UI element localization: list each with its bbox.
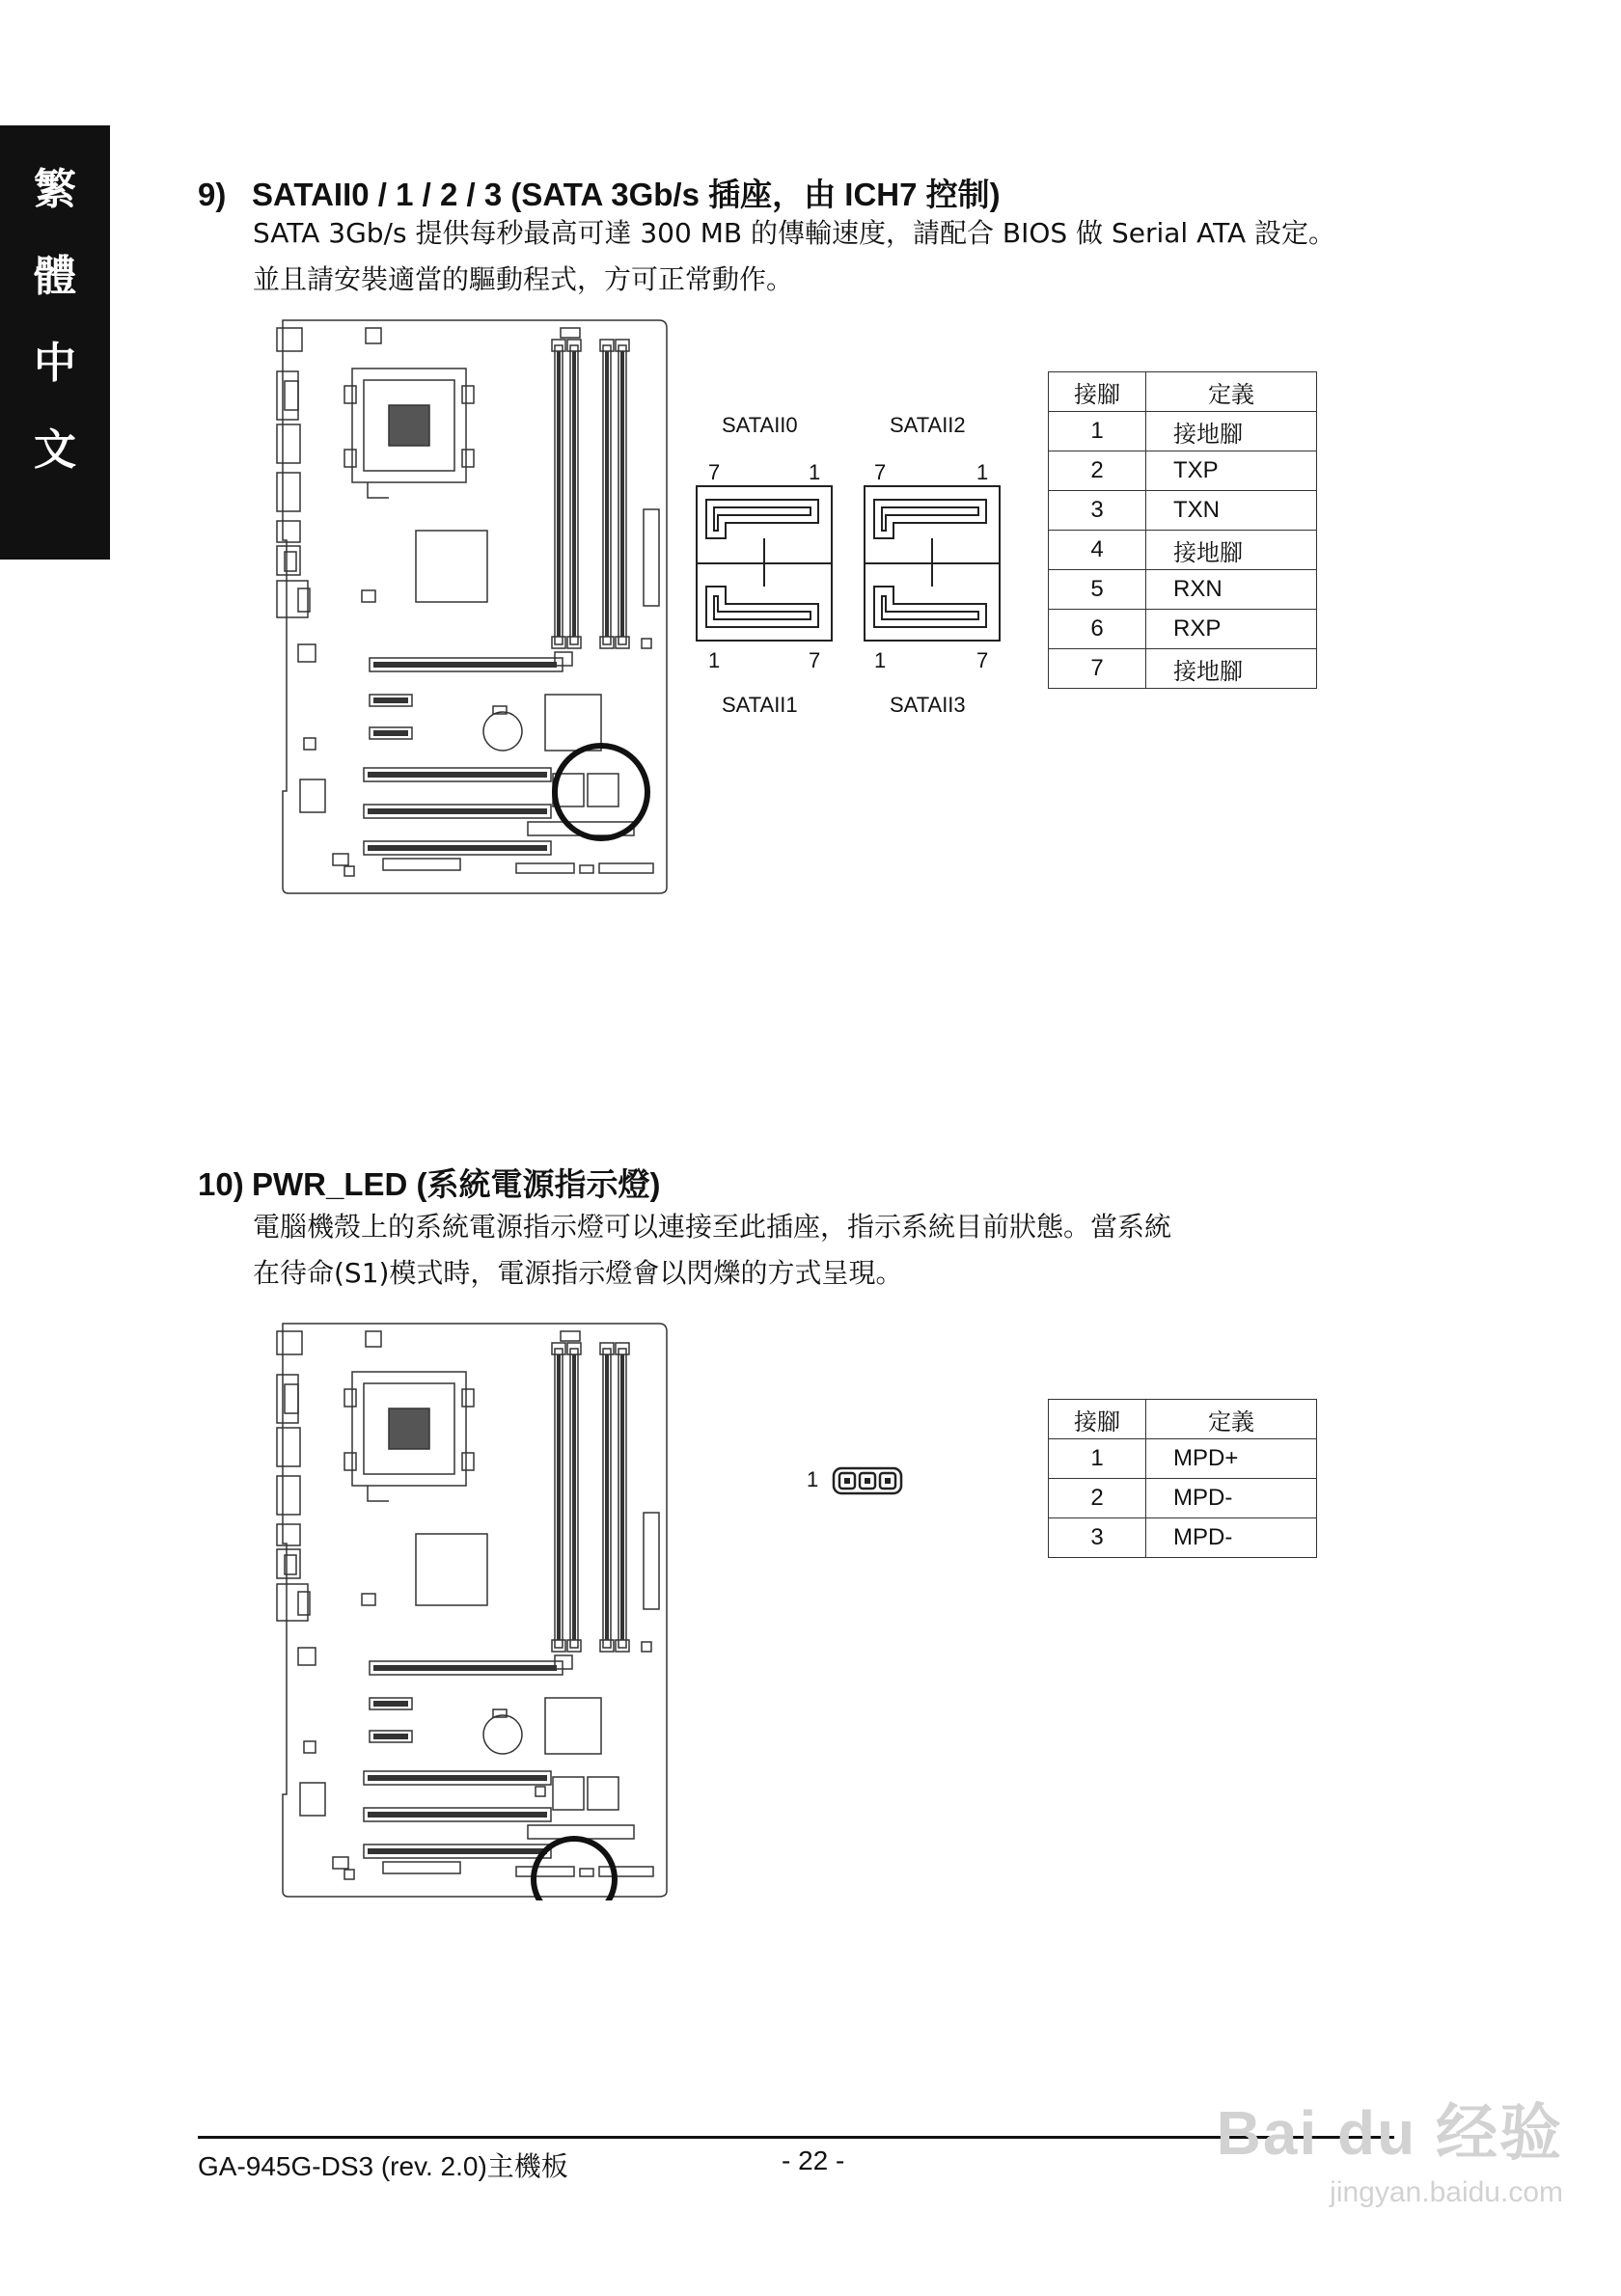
- definition-cell: MPD-: [1146, 1479, 1317, 1518]
- pin-cell: 4: [1049, 531, 1146, 570]
- pin-label: 7: [708, 460, 721, 484]
- definition-cell: 接地腳: [1146, 412, 1317, 451]
- pin-label: 1: [976, 460, 989, 484]
- pin-cell: 2: [1049, 451, 1146, 491]
- table-row: [1049, 570, 1317, 610]
- section10-line1: 電腦機殼上的系統電源指示燈可以連接至此插座，指示系統目前狀態。當系統: [253, 1211, 1172, 1243]
- column-header: 定義: [1146, 1400, 1317, 1439]
- definition-cell: RXN: [1146, 570, 1317, 610]
- table-row: [1049, 649, 1317, 689]
- side-tab-char: 體: [34, 252, 76, 301]
- table-row: [1049, 1479, 1317, 1518]
- pin-label: 7: [976, 648, 989, 672]
- footer-model: GA-945G-DS3 (rev. 2.0)主機板: [198, 2151, 568, 2181]
- pwr-led-pin-table: [1048, 1399, 1317, 1558]
- pin-label: 7: [809, 648, 821, 672]
- label-sataii2: SATAII2: [890, 413, 966, 437]
- definition-cell: TXP: [1146, 451, 1317, 491]
- highlight-circle-sata: [555, 746, 647, 838]
- section9-title: SATAII0 / 1 / 2 / 3 (SATA 3Gb/s 插座，由 ICH7 控制): [252, 177, 1001, 212]
- footer-rule: [198, 2136, 1394, 2139]
- table-row: [1049, 491, 1317, 531]
- section10-description: [253, 1204, 1171, 1297]
- table-row: [1049, 1439, 1317, 1479]
- side-tab-char: 中: [34, 339, 76, 388]
- side-tab-char: 繁: [34, 165, 76, 214]
- table-header-row: [1049, 372, 1317, 412]
- definition-cell: RXP: [1146, 610, 1317, 649]
- label-sataii1: SATAII1: [722, 693, 798, 717]
- table-row: [1049, 531, 1317, 570]
- section10-title: PWR_LED (系統電源指示燈): [252, 1166, 661, 1202]
- label-sataii0: SATAII0: [722, 413, 798, 437]
- pin-cell: 1: [1049, 412, 1146, 451]
- pin-cell: 3: [1049, 1518, 1146, 1558]
- pin-cell: 6: [1049, 610, 1146, 649]
- section9-number: 9): [198, 177, 227, 212]
- pin-label: 1: [708, 648, 721, 672]
- definition-cell: TXN: [1146, 491, 1317, 531]
- language-side-tab: [0, 125, 110, 560]
- sata-connector-diagram: [693, 482, 1021, 646]
- section10-line2: 在待命(S1)模式時，電源指示燈會以閃爍的方式呈現。: [253, 1257, 903, 1289]
- watermark-brand: Bai du 经验: [1216, 2098, 1563, 2168]
- section9-line1: SATA 3Gb/s 提供每秒最高可達 300 MB 的傳輸速度，請配合 BIOS 做 Serial ATA 設定。: [253, 217, 1336, 249]
- pwr-led-header-diagram: [832, 1466, 903, 1495]
- definition-cell: 接地腳: [1146, 649, 1317, 689]
- table-row: [1049, 610, 1317, 649]
- header-pin1-label: 1: [807, 1467, 819, 1491]
- sata-pin-table: [1048, 371, 1317, 689]
- label-sataii3: SATAII3: [890, 693, 966, 717]
- section9-line2: 並且請安裝適當的驅動程式，方可正常動作。: [253, 263, 794, 295]
- motherboard-diagram-pwr-led: [275, 1322, 671, 1900]
- pin-cell: 2: [1049, 1479, 1146, 1518]
- watermark-url: jingyan.baidu.com: [1330, 2176, 1563, 2208]
- pin-label: 1: [809, 460, 821, 484]
- definition-cell: MPD+: [1146, 1439, 1317, 1479]
- motherboard-diagram-sata: [275, 318, 671, 895]
- section10-heading: [198, 1160, 661, 1205]
- definition-cell: MPD-: [1146, 1518, 1317, 1558]
- column-header: 接腳: [1049, 1400, 1146, 1439]
- table-row: [1049, 451, 1317, 491]
- column-header: 接腳: [1049, 372, 1146, 412]
- pin-label: 1: [874, 648, 887, 672]
- pin-cell: 5: [1049, 570, 1146, 610]
- table-row: [1049, 412, 1317, 451]
- section9-heading: [198, 170, 1001, 215]
- side-tab-char: 文: [34, 425, 76, 475]
- section9-description: [253, 210, 1335, 303]
- definition-cell: 接地腳: [1146, 531, 1317, 570]
- pin-label: 7: [874, 460, 887, 484]
- table-row: [1049, 1518, 1317, 1558]
- baidu-watermark: [1217, 2084, 1563, 2209]
- footer-page-number: - 22 -: [782, 2146, 845, 2175]
- table-header-row: [1049, 1400, 1317, 1439]
- column-header: 定義: [1146, 372, 1317, 412]
- pin-cell: 7: [1049, 649, 1146, 689]
- section10-number: 10): [198, 1166, 244, 1202]
- pin-cell: 1: [1049, 1439, 1146, 1479]
- pin-cell: 3: [1049, 491, 1146, 531]
